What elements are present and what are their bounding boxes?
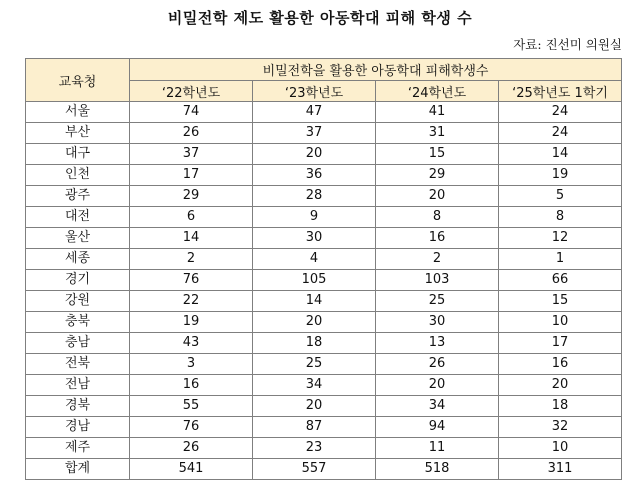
- value-cell: 37: [253, 123, 376, 144]
- value-cell: 557: [253, 459, 376, 480]
- value-cell: 2: [376, 249, 499, 270]
- value-cell: 16: [130, 375, 253, 396]
- value-cell: 30: [253, 228, 376, 249]
- table-row: [26, 333, 622, 354]
- region-cell: 서울: [26, 102, 130, 123]
- value-cell: 20: [253, 396, 376, 417]
- value-cell: 10: [499, 312, 622, 333]
- region-cell: 대전: [26, 207, 130, 228]
- value-cell: 41: [376, 102, 499, 123]
- region-cell: 광주: [26, 186, 130, 207]
- region-cell: 전북: [26, 354, 130, 375]
- value-cell: 24: [499, 102, 622, 123]
- group-column-header: 비밀전학을 활용한 아동학대 피해학생수: [130, 59, 622, 81]
- year-header-2025: ‘25학년도 1학기: [499, 81, 622, 102]
- region-cell: 전남: [26, 375, 130, 396]
- value-cell: 26: [376, 354, 499, 375]
- value-cell: 8: [499, 207, 622, 228]
- region-cell: 세종: [26, 249, 130, 270]
- value-cell: 9: [253, 207, 376, 228]
- value-cell: 1: [499, 249, 622, 270]
- table-row: [26, 165, 622, 186]
- region-cell: 인천: [26, 165, 130, 186]
- value-cell: 22: [130, 291, 253, 312]
- value-cell: 37: [130, 144, 253, 165]
- table-row: [26, 144, 622, 165]
- value-cell: 31: [376, 123, 499, 144]
- value-cell: 20: [376, 375, 499, 396]
- table-row: [26, 291, 622, 312]
- value-cell: 4: [253, 249, 376, 270]
- region-cell: 충북: [26, 312, 130, 333]
- table-row: [26, 312, 622, 333]
- value-cell: 12: [499, 228, 622, 249]
- table-row: [26, 186, 622, 207]
- region-cell: 부산: [26, 123, 130, 144]
- value-cell: 20: [499, 375, 622, 396]
- value-cell: 66: [499, 270, 622, 291]
- region-cell: 경남: [26, 417, 130, 438]
- year-header-2023: ‘23학년도: [253, 81, 376, 102]
- table-row: [26, 417, 622, 438]
- region-cell: 강원: [26, 291, 130, 312]
- value-cell: 18: [253, 333, 376, 354]
- value-cell: 20: [253, 312, 376, 333]
- value-cell: 16: [499, 354, 622, 375]
- value-cell: 25: [253, 354, 376, 375]
- table-body: [26, 102, 622, 480]
- table-row: [26, 207, 622, 228]
- value-cell: 55: [130, 396, 253, 417]
- value-cell: 76: [130, 417, 253, 438]
- table-row: [26, 354, 622, 375]
- year-header-2024: ‘24학년도: [376, 81, 499, 102]
- region-cell: 경북: [26, 396, 130, 417]
- value-cell: 28: [253, 186, 376, 207]
- value-cell: 311: [499, 459, 622, 480]
- value-cell: 11: [376, 438, 499, 459]
- value-cell: 2: [130, 249, 253, 270]
- value-cell: 25: [376, 291, 499, 312]
- value-cell: 20: [253, 144, 376, 165]
- value-cell: 26: [130, 123, 253, 144]
- value-cell: 17: [130, 165, 253, 186]
- region-cell: 합계: [26, 459, 130, 480]
- region-cell: 제주: [26, 438, 130, 459]
- value-cell: 6: [130, 207, 253, 228]
- value-cell: 34: [376, 396, 499, 417]
- table-row: [26, 438, 622, 459]
- value-cell: 43: [130, 333, 253, 354]
- value-cell: 105: [253, 270, 376, 291]
- value-cell: 15: [499, 291, 622, 312]
- statistics-table: [25, 58, 622, 480]
- region-cell: 충남: [26, 333, 130, 354]
- value-cell: 15: [376, 144, 499, 165]
- value-cell: 20: [376, 186, 499, 207]
- region-cell: 경기: [26, 270, 130, 291]
- table-row: [26, 102, 622, 123]
- value-cell: 18: [499, 396, 622, 417]
- value-cell: 19: [499, 165, 622, 186]
- value-cell: 29: [130, 186, 253, 207]
- value-cell: 87: [253, 417, 376, 438]
- table-row: [26, 270, 622, 291]
- value-cell: 47: [253, 102, 376, 123]
- value-cell: 23: [253, 438, 376, 459]
- value-cell: 30: [376, 312, 499, 333]
- table-row: [26, 228, 622, 249]
- region-cell: 대구: [26, 144, 130, 165]
- value-cell: 541: [130, 459, 253, 480]
- value-cell: 14: [499, 144, 622, 165]
- value-cell: 32: [499, 417, 622, 438]
- value-cell: 8: [376, 207, 499, 228]
- value-cell: 74: [130, 102, 253, 123]
- value-cell: 103: [376, 270, 499, 291]
- value-cell: 94: [376, 417, 499, 438]
- value-cell: 14: [130, 228, 253, 249]
- table-row: [26, 375, 622, 396]
- value-cell: 24: [499, 123, 622, 144]
- value-cell: 14: [253, 291, 376, 312]
- region-cell: 울산: [26, 228, 130, 249]
- value-cell: 5: [499, 186, 622, 207]
- value-cell: 34: [253, 375, 376, 396]
- table-row-total: [26, 459, 622, 480]
- value-cell: 10: [499, 438, 622, 459]
- value-cell: 17: [499, 333, 622, 354]
- year-header-2022: ‘22학년도: [130, 81, 253, 102]
- value-cell: 13: [376, 333, 499, 354]
- region-column-header: 교육청: [26, 59, 130, 102]
- source-note: 자료: 진선미 의원실: [513, 37, 622, 52]
- document-title: 비밀전학 제도 활용한 아동학대 피해 학생 수: [167, 9, 473, 27]
- value-cell: 36: [253, 165, 376, 186]
- value-cell: 26: [130, 438, 253, 459]
- value-cell: 518: [376, 459, 499, 480]
- table-row: [26, 396, 622, 417]
- table-row: [26, 123, 622, 144]
- value-cell: 76: [130, 270, 253, 291]
- value-cell: 16: [376, 228, 499, 249]
- value-cell: 3: [130, 354, 253, 375]
- value-cell: 19: [130, 312, 253, 333]
- value-cell: 29: [376, 165, 499, 186]
- table-row: [26, 249, 622, 270]
